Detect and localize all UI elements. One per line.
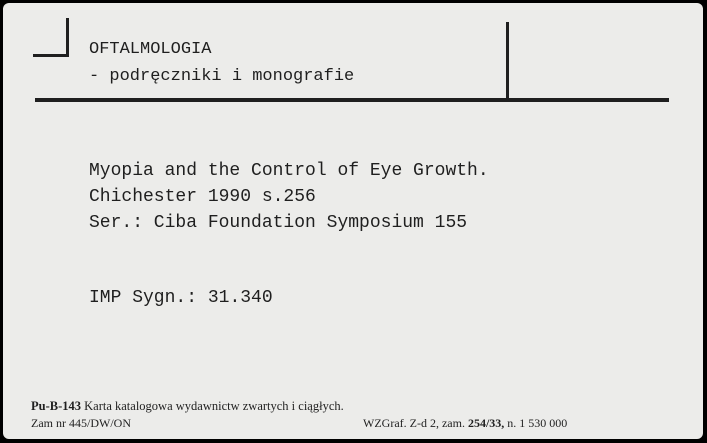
- order-line: [31, 416, 131, 431]
- bibliographic-entry: [89, 158, 489, 236]
- printer-line: [363, 416, 567, 431]
- order-number: Zam nr 445/DW/ON: [31, 416, 131, 430]
- form-code: Pu-B-143: [31, 399, 81, 413]
- corner-mark-vertical: [66, 18, 69, 56]
- signature-label: IMP Sygn.:: [89, 288, 198, 308]
- form-line: [31, 399, 344, 414]
- catalog-card: [3, 3, 703, 439]
- printer-prefix: WZGraf. Z-d 2, zam.: [363, 416, 465, 430]
- subject-title: OFTALMOLOGIA: [89, 40, 212, 59]
- form-name: Karta katalogowa wydawnictw zwartych i ciągłych.: [84, 399, 344, 413]
- subject-heading: [89, 36, 354, 90]
- printer-order: 254/33,: [467, 416, 505, 430]
- subject-subtitle: - podręczniki i monografie: [89, 67, 355, 86]
- signature-value: 31.340: [207, 288, 273, 308]
- entry-publication: Chichester 1990 s.256: [89, 187, 316, 207]
- shelf-signature: [89, 285, 273, 311]
- header-divider-vertical: [506, 22, 509, 100]
- corner-mark-horizontal: [33, 54, 69, 57]
- entry-title: Myopia and the Control of Eye Growth.: [89, 161, 489, 181]
- entry-series: Ser.: Ciba Foundation Symposium 155: [89, 213, 468, 233]
- printer-suffix: n. 1 530 000: [507, 416, 568, 430]
- header-rule: [35, 98, 669, 102]
